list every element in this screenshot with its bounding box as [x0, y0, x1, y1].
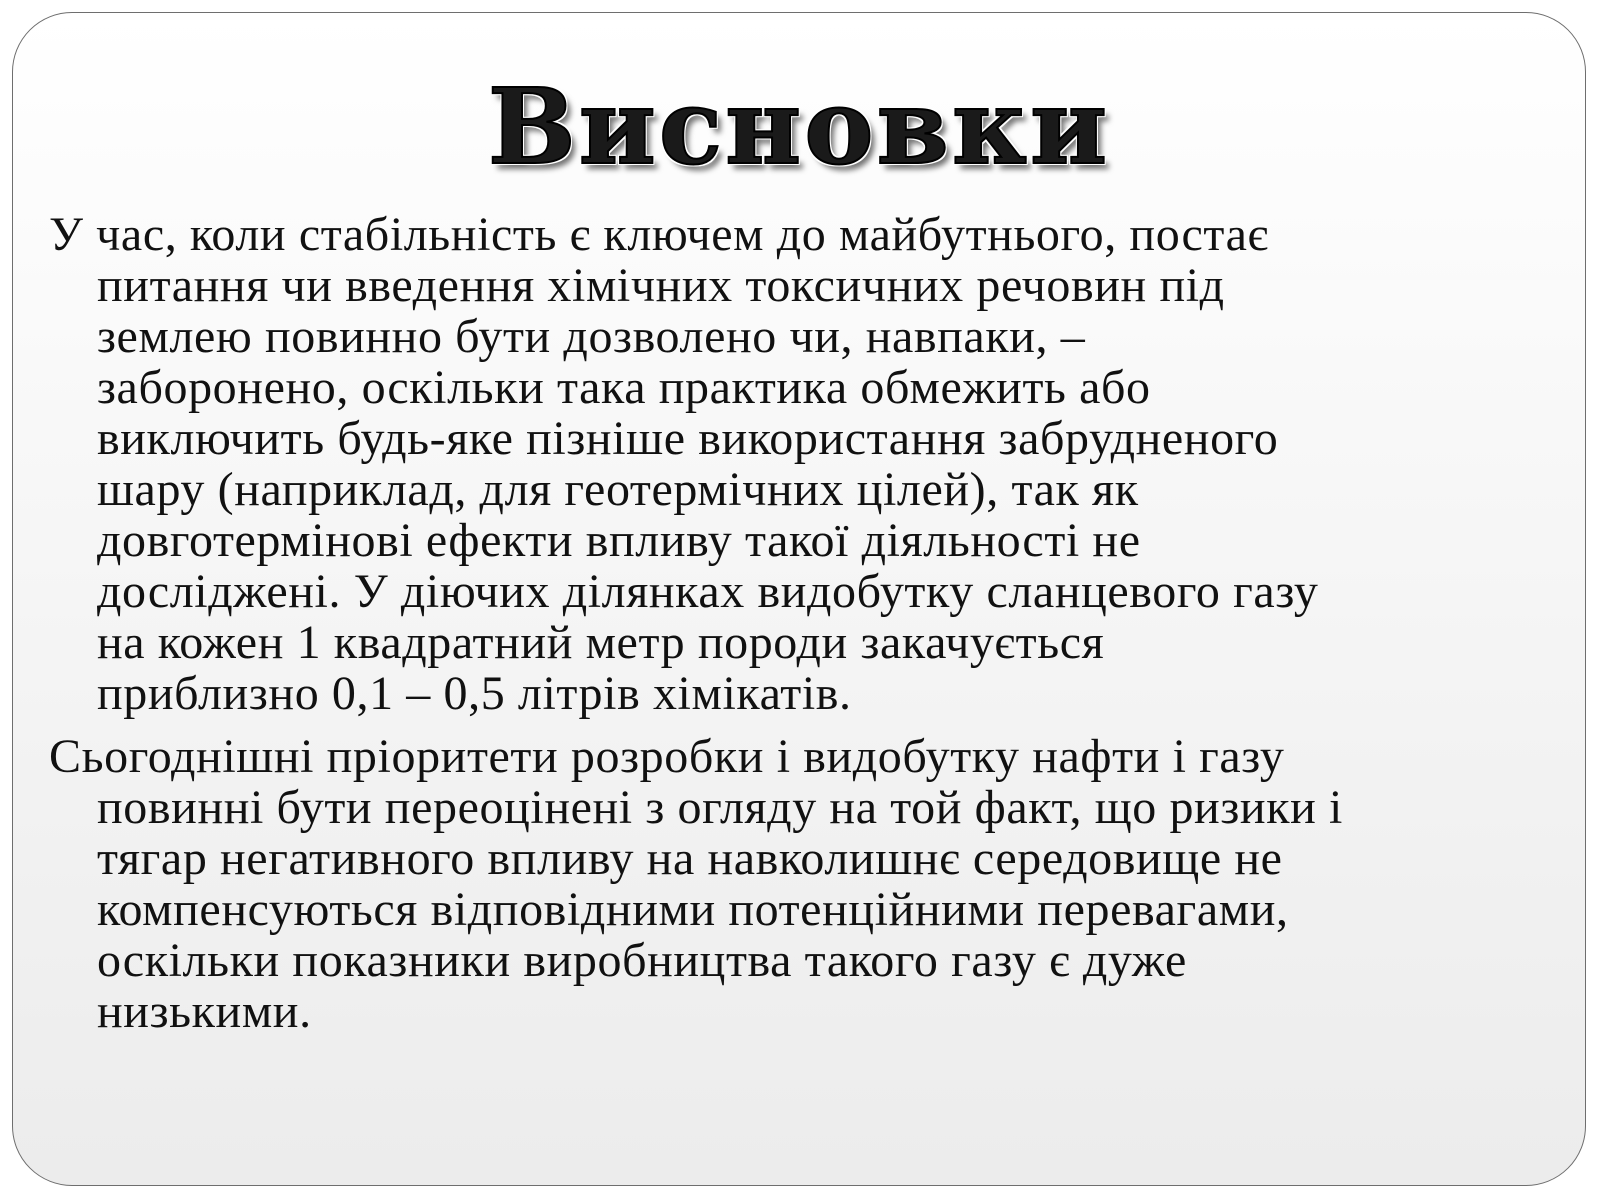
paragraph-1-line: питання чи введення хімічних токсичних речовин під: [97, 259, 1225, 312]
paragraph-1-line: приблизно 0,1 – 0,5 літрів хімікатів.: [97, 667, 852, 720]
paragraph-1-line: шару (наприклад, для геотермічних цілей), так як: [97, 463, 1139, 516]
paragraph-1: [49, 209, 1569, 719]
paragraph-2-line: компенсуються відповідними потенційними перевагами,: [97, 883, 1289, 936]
paragraph-1-line: виключить будь-яке пізніше використання забрудненого: [97, 412, 1279, 465]
paragraph-1-line: У час, коли стабільність є ключем до майбутнього, постає: [49, 208, 1269, 261]
paragraph-1-line: заборонено, оскільки така практика обмежить або: [97, 361, 1151, 414]
paragraph-2-line: низькими.: [97, 985, 312, 1038]
slide-title: Висновки: [487, 65, 1111, 188]
paragraph-1-line: на кожен 1 квадратний метр породи закачується: [97, 616, 1105, 669]
paragraph-2: [49, 731, 1569, 1037]
paragraph-1-line: землею повинно бути дозволено чи, навпаки, –: [97, 310, 1086, 363]
paragraph-2-line: Сьогоднішні пріоритети розробки і видобутку нафти і газу: [49, 730, 1285, 783]
paragraph-2-line: тягар негативного впливу на навколишнє середовище не: [97, 832, 1283, 885]
paragraph-1-line: довготермінові ефекти впливу такої діяльності не: [97, 514, 1141, 567]
paragraph-2-line: оскільки показники виробництва такого газу є дуже: [97, 934, 1187, 987]
paragraph-2-line: повинні бути переоцінені з огляду на той факт, що ризики і: [97, 781, 1343, 834]
slide-body: [49, 209, 1569, 1049]
paragraph-1-line: досліджені. У діючих ділянках видобутку сланцевого газу: [97, 565, 1319, 618]
slide-frame: [12, 12, 1586, 1186]
